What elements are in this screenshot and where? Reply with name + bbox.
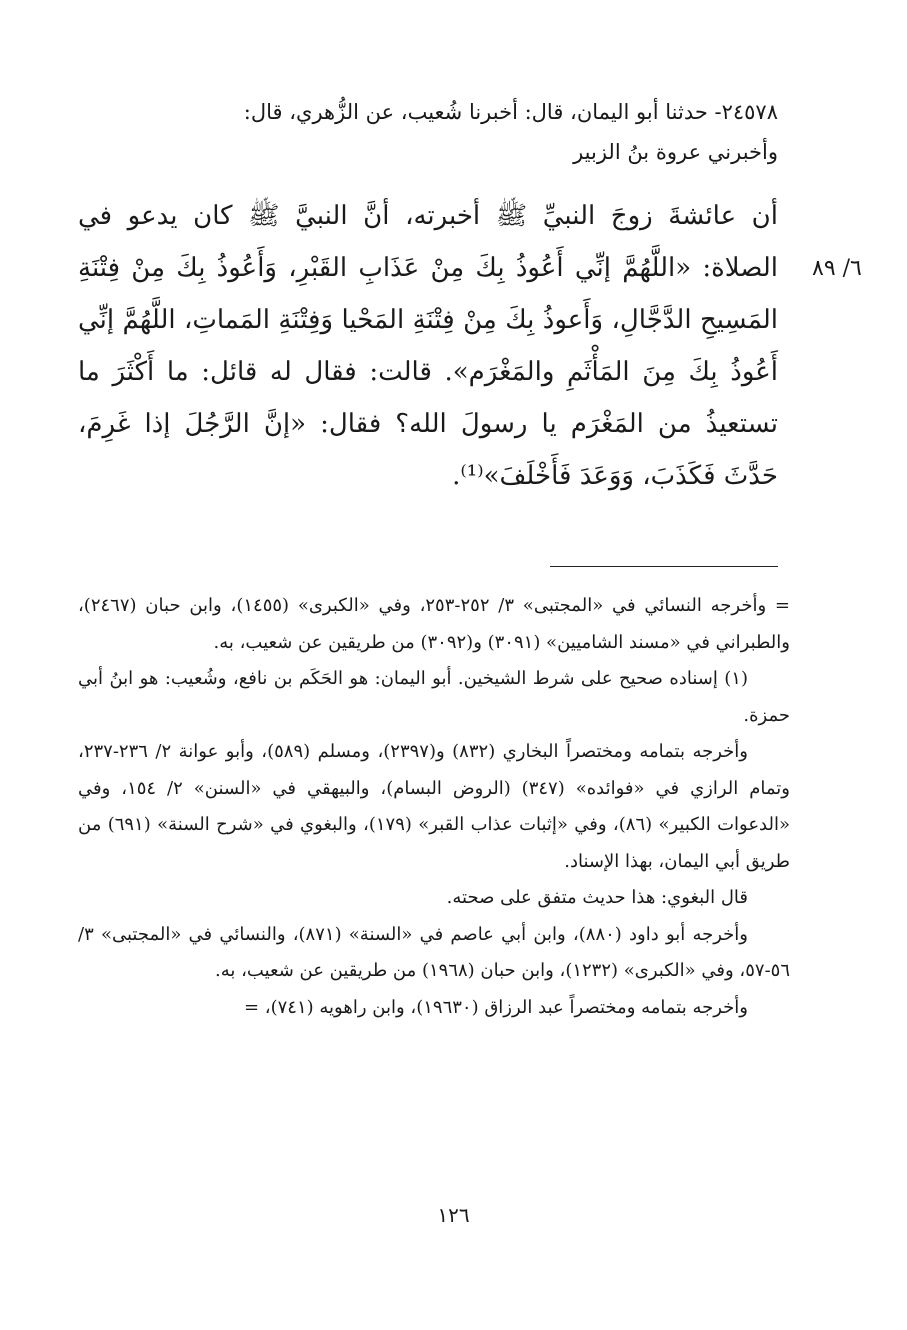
footnote-paragraph: وأخرجه بتمامه ومختصراً عبد الرزاق (١٩٦٣٠)، وابن راهويه (٧٤١)، = xyxy=(244,996,748,1018)
footnote-separator xyxy=(550,566,778,567)
footnotes xyxy=(78,588,790,1026)
hadith-chain xyxy=(78,92,778,172)
hadith-chain-line-2: وأخبرني عروة بنُ الزبير xyxy=(573,140,778,164)
hadith-text: أن عائشةَ زوجَ النبيِّ ﷺ أخبرته، أنَّ النبيَّ ﷺ كان يدعو في الصلاة: «اللَّهُمَّ إنِّي أَعُوذُ بِكَ مِنْ عَذَابِ القَبْرِ، وَأَعُوذُ بِكَ مِنْ فِتْنَةِ المَسِيحِ الدَّجَّالِ، وَأَعوذُ بِكَ مِنْ فِتْنَةِ المَحْيا وَفِتْنَةِ المَماتِ، اللَّهُمَّ إنِّي أَعُوذُ بِكَ مِنَ المَأْثَمِ والمَغْرَم». قالت: فقال له قائل: ما أَكْثَرَ ما تستعيذُ من المَغْرَم يا رسولَ الله؟ فقال: «إنَّ الرَّجُلَ إذا غَرِمَ، حَدَّثَ فَكَذَبَ، وَوَعَدَ فَأَخْلَفَ»⁽¹⁾. xyxy=(78,201,778,491)
marginal-reference: ٦/ ٨٩ xyxy=(812,256,862,281)
footnote-paragraph: قال البغوي: هذا حديث متفق على صحته. xyxy=(446,887,748,908)
hadith-chain-line-1: ٢٤٥٧٨- حدثنا أبو اليمان، قال: أخبرنا شُعيب، عن الزُّهري، قال: xyxy=(243,100,778,124)
page-number: ١٢٦ xyxy=(437,1203,470,1227)
footnote-paragraph: وأخرجه بتمامه ومختصراً البخاري (٨٣٢) و(٢٣٩٧)، ومسلم (٥٨٩)، وأبو عوانة ٢/ ٢٣٦-٢٣٧، وتمام الرازي في «فوائده» (٣٤٧) (الروض البسام)، والبيهقي في «السنن» ٢/ ١٥٤، وفي «الدعوات الكبير» (٨٦)، وفي «إثبات عذاب القبر» (١٧٩)، والبغوي في «شرح السنة» (٦٩١) من طريق أبي اليمان، بهذا الإسناد. xyxy=(78,741,791,872)
footnote-continuation: = وأخرجه النسائي في «المجتبى» ٣/ ٢٥٢-٢٥٣، وفي «الكبرى» (١٤٥٥)، وابن حبان (٢٤٦٧)، والطبراني في «مسند الشاميين» (٣٠٩١) و(٣٠٩٢) من طريقين عن شعيب، به. xyxy=(78,595,790,653)
footnote-1: (١) إسناده صحيح على شرط الشيخين. أبو اليمان: هو الحَكَم بن نافع، وشُعيب: هو ابنُ أبي حمزة. xyxy=(78,668,790,726)
footnote-paragraph: وأخرجه أبو داود (٨٨٠)، وابن أبي عاصم في «السنة» (٨٧١)، والنسائي في «المجتبى» ٣/ ٥٦-٥٧، وفي «الكبرى» (١٢٣٢)، وابن حبان (١٩٦٨) من طريقين عن شعيب، به. xyxy=(78,923,790,981)
